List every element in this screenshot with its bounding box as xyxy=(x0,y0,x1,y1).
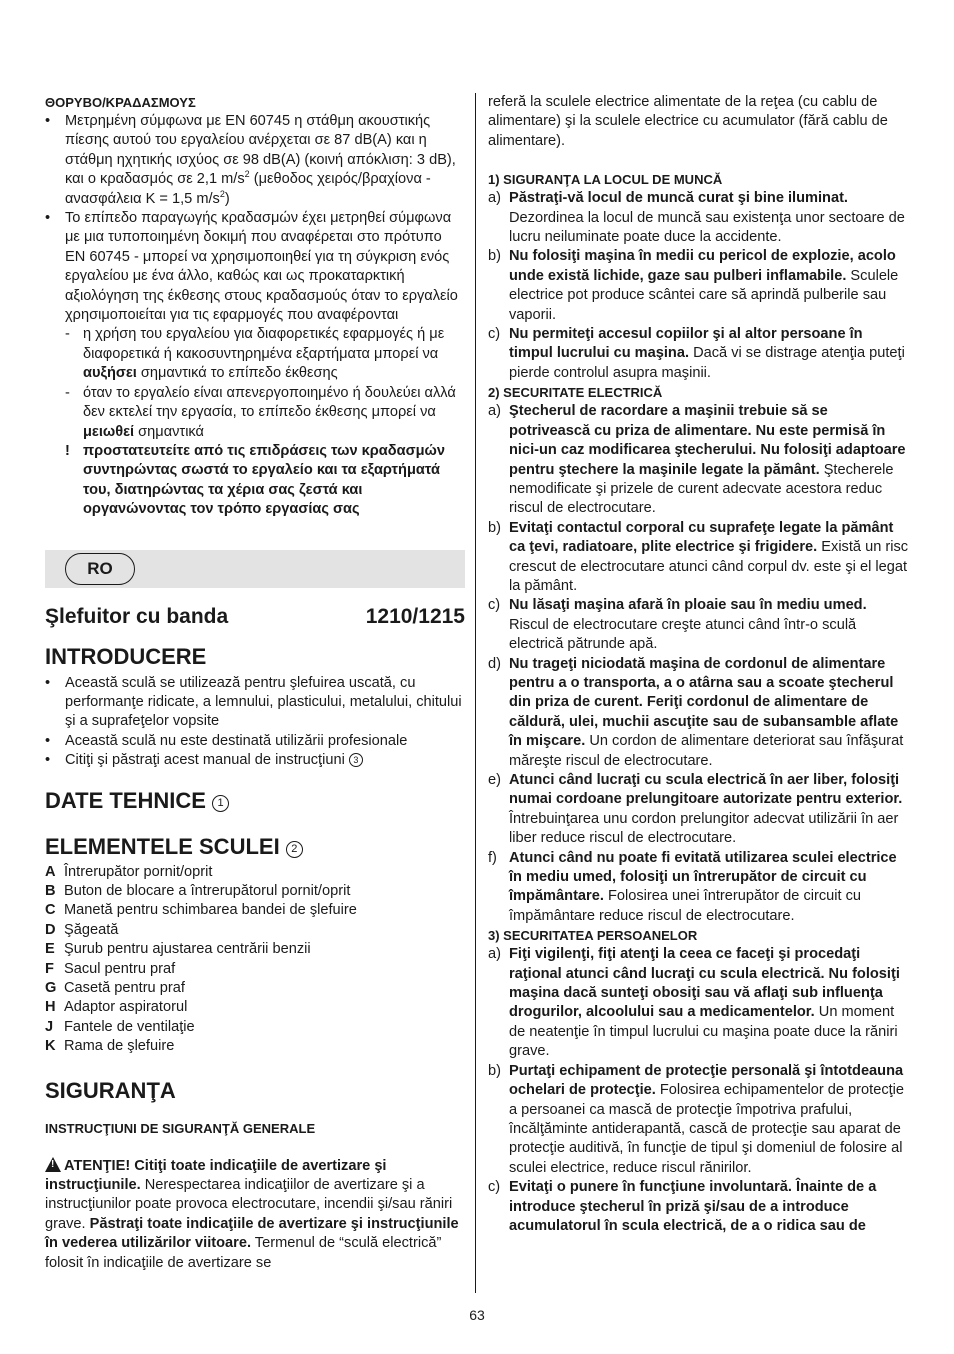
warning-triangle-icon xyxy=(45,1157,61,1172)
list-item: b) Nu folosiţi maşina în medii cu pericol de explozie, acolo unde există lichide, gaze sau pulberi inflamabile. Sculele electrice pot produce scântei care să aprindă pulberile sau vaporii. xyxy=(488,248,899,323)
list-item: d) Nu trageţi niciodată maşina de cordonul de alimentare pentru a o transporta, a o atârna sau a scoate ştecherul din priza de curent. Feriţi cordonul de alimentare de căldură, ulei, muchii ascuţite sau de subansamble aflate în mişcare. Un cordon de alimentare deteriorat sau înfăşurat măreşte riscul de electrocutare. xyxy=(488,655,904,769)
list-item: D Şăgeată xyxy=(45,921,119,938)
intro-item: • Citiţi şi păstraţi acest manual de instrucţiuni 3 xyxy=(45,751,465,770)
section-1-heading: 1) SIGURANŢA LA LOCUL DE MUNCĂ xyxy=(488,172,723,188)
greek-bullet-2: • Το επίπεδο παραγωγής κραδασμών έχει μετρηθεί σύμφωνα με μια τυποποιημένη δοκιμή που αναφέρεται στο πρότυπο EN 60745 - μπορεί να χρησιμοποιηθεί για τη σύγκριση ενός εργαλείου με ένα άλλο, καθώς και ως προκαταρκτική αξιολόγηση της έκθεσης στους κραδασμούς όταν το εργαλείο χρησιμοποιείται για τις εφαρμογές που αναφέρονται - η χρήση του εργαλείου για διαφορετικές εφαρμογές ή με διαφορετικά ή κακοσυντηρημένα εξαρτήματα μπορεί να αυξήσει σημαντικά το επίπεδο έκθεσης - όταν το εργαλείο είναι απενεργοποιημένο ή δουλεύει αλλά δεν εκτελεί την εργασία, το επίπεδο έκθεσης μπορεί να μειωθεί σημαντικά xyxy=(45,209,465,442)
list-item: J Fantele de ventilaţie xyxy=(45,1018,195,1035)
product-model: 1210/1215 xyxy=(365,604,465,628)
list-item: C Manetă pentru schimbarea bandei de şlefuire xyxy=(45,902,357,919)
greek-dash-2: - όταν το εργαλείο είναι απενεργοποιημένο ή δουλεύει αλλά δεν εκτελεί την εργασία, το επίπεδο έκθεσης μπορεί να μειωθεί σημαντικά xyxy=(65,384,465,442)
list-item: K Rama de şlefuire xyxy=(45,1038,175,1055)
list-item: c) Nu permiteţi accesul copiilor şi al altor persoane în timpul lucrului cu maşina. Dacă vi se distrage atenţia puteţi pierde controlul asupra maşinii. xyxy=(488,326,905,381)
figure-ref-2: 2 xyxy=(286,841,303,858)
list-item: e) Atunci când lucraţi cu scula electrică în aer liber, folosiţi numai cordoane prelungitoare autorizate pentru exterior. Întrebuinţarea unu cordon prelungitor adecvat utilizării în aer liber reduce riscul de electrocutare. xyxy=(488,772,903,847)
list-item: B Buton de blocare a întrerupătorul pornit/oprit xyxy=(45,882,351,899)
elements-heading: ELEMENTELE SCULEI 2 xyxy=(45,833,465,861)
section-2-heading: 2) SECURITATE ELECTRICĂ xyxy=(488,385,663,401)
left-column xyxy=(45,93,465,1273)
page-number: 63 xyxy=(469,1307,485,1323)
section-2-list xyxy=(488,402,910,926)
greek-dash-list xyxy=(65,325,465,441)
product-title xyxy=(45,603,465,631)
list-item: E Şurub pentru ajustarea centrării benzii xyxy=(45,941,311,958)
intro-item: • Această sculă nu este destinată utilizării profesionale xyxy=(45,732,465,751)
safety-heading: SIGURANŢA xyxy=(45,1077,176,1103)
greek-bullet-1: • Μετρημένη σύμφωνα με EN 60745 η στάθμη ακουστικής πίεσης αυτού του εργαλείου ανέρχεται σε 87 dB(A) και η στάθμη ηχητικής ισχύος σε 98 dB(A) (κοινή απόκλιση: 3 dB), και ο κραδασμός σε 2,1 $m/s^2$ (μεθοδος χειρός/βραχίονα - ανασφάλεια K = 1,5 $m/s^2$) xyxy=(45,112,465,209)
safety-subheading: INSTRUCŢIUNI DE SIGURANŢĂ GENERALE xyxy=(45,1120,316,1136)
intro-heading: INTRODUCERE xyxy=(45,643,207,669)
greek-warning: ! προστατευτείτε από τις επιδράσεις των κραδασμών συντηρώντας σωστά το εργαλείο και τα εξαρτήματά του, διατηρώντας τα χέρια σας ζεστά και οργανώνοντας τον τρόπο εργασίας σας xyxy=(65,442,445,518)
tech-heading: DATE TEHNICE 1 xyxy=(45,787,465,815)
list-item: c) Evitaţi o punere în funcţiune involuntară. Înainte de a introduce ştecherul în priză şi/sau de a introduce acumulatorul în scula electrică, de a o ridica sau de xyxy=(488,1179,877,1234)
elements-list xyxy=(45,863,465,1057)
right-column xyxy=(488,93,910,1236)
figure-ref-1: 1 xyxy=(212,795,229,812)
safety-intro: !ATENŢIE! Citiţi toate indicaţiile de avertizare şi instrucţiunile. Nerespectarea indicaţiilor de avertizare şi a instrucţiunilor poate provoca electrocutare, incendii şi/sau răniri grave. Păstraţi toate indicaţiile de avertizare şi instrucţiunile în vederea utilizărilor viitoare. Termenul de “sculă electrică” folosit în indicaţiile de avertizare se xyxy=(45,1157,465,1273)
list-item: b) Evitaţi contactul corporal cu suprafeţe legate la pământ ca ţevi, radiatoare, plite electrice şi frigidere. Există un risc crescut de electrocutare atunci când corpul dv. este şi el legat la pământ. xyxy=(488,519,909,594)
product-name: Şlefuitor cu banda xyxy=(45,604,229,628)
greek-bullets xyxy=(45,112,465,442)
exclamation-icon: ! xyxy=(65,442,70,459)
list-item: a) Ştecherul de racordare a maşinii trebuie să se potrivească cu priza de alimentare. Nu este permisă în nici-un caz modificarea ştecherului. Nu folosiţi adaptoare pentru ştechere la maşinile legate la pământ. Ştecherele nemodificate şi prizele de curent adecvate acestora reduc riscul de electrocutare. xyxy=(488,403,906,517)
list-item: F Sacul pentru praf xyxy=(45,960,176,977)
greek-dash-1: - η χρήση του εργαλείου για διαφορετικές εφαρμογές ή με διαφορετικά ή κακοσυντηρημένα εξαρτήματα μπορεί να αυξήσει σημαντικά το επίπεδο έκθεσης xyxy=(65,325,465,383)
language-badge: RO xyxy=(65,553,135,585)
list-item: G Casetă pentru praf xyxy=(45,980,185,996)
list-item: f) Atunci când nu poate fi evitată utilizarea sculei electrice în mediu umed, folosiţi un întrerupător de circuit cu împământare. Folosirea unei întrerupător de circuit cu împământare reduce riscul de electrocutare. xyxy=(488,849,897,924)
section-1-list xyxy=(488,189,910,383)
section-3-list xyxy=(488,945,910,1236)
column-divider xyxy=(475,93,476,1293)
list-item: b) Purtaţi echipament de protecţie personală şi întotdeauna ochelari de protecţie. Folosirea echipamentelor de protecţie a persoanei ca mască de protecţie împotriva prafului, încălţăminte antiderapantă, cască de protecţie sau aparat de protecţie auditivă, în funcţie de tipul şi domeniul de folosire al sculei electrice, reduce riscul rănirilor. xyxy=(488,1062,905,1176)
intro-item: • Această sculă se utilizează pentru şlefuirea uscată, cu performanţe ridicate, a lemnului, plasticului, metalului, chitului şi a suprafeţelor vopsite xyxy=(45,674,465,732)
list-item: a) Fiţi vigilenţi, fiţi atenţi la ceea ce faceţi şi procedaţi raţional atunci când lucraţi cu scula electrică. Nu folosiţi maşina dacă sunteţi obosiţi sau vă aflaţi sub influenţa drogurilor, alcoolului sau a medicamentelor. Un moment de neatenţie în timpul lucrului cu maşina poate duce la răniri grave. xyxy=(488,946,900,1060)
safety-intro-continued: referă la sculele electrice alimentate de la reţea (cu cablu de alimentare) şi la sculele electrice cu acumulator (fără cablu de alimentare). xyxy=(488,94,888,149)
list-item: c) Nu lăsaţi maşina afară în ploaie sau în mediu umed. Riscul de electrocutare creşte atunci când într-o sculă electrică pătrunde apă. xyxy=(488,597,867,653)
greek-heading: ΘΟΡΥΒΟ/ΚΡΑΔΑΣΜΟΥΣ xyxy=(45,95,196,110)
list-item: A Întrerupător pornit/oprit xyxy=(45,863,213,880)
section-3-heading: 3) SECURITATEA PERSOANELOR xyxy=(488,928,698,944)
intro-list xyxy=(45,674,465,771)
figure-ref-3: 3 xyxy=(349,753,363,767)
language-bar xyxy=(45,550,465,588)
list-item: H Adaptor aspiratorul xyxy=(45,999,188,1016)
list-item: a) Păstraţi-vă locul de muncă curat şi bine iluminat. Dezordinea la locul de muncă sau existenţa unor sectoare de lucru neiluminate poate duce la accidente. xyxy=(488,190,905,246)
